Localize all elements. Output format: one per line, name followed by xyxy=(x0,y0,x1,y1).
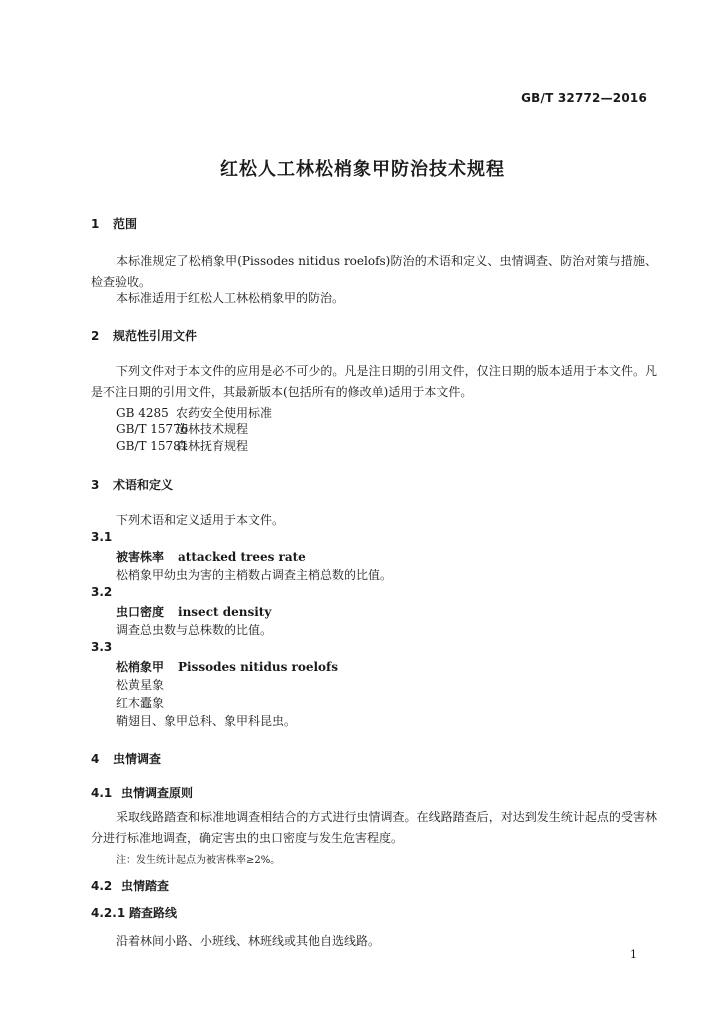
reference-name: 农药安全使用标准 xyxy=(176,406,273,420)
subsection-4-2-1-heading xyxy=(91,904,177,921)
section-1-paragraph-2: 本标准适用于红松人工林松梢象甲的防治。 xyxy=(116,291,345,305)
term-en: Pissodes nitidus roelofs xyxy=(178,660,338,674)
term-number: 3.3 xyxy=(91,640,113,654)
reference-name: 造林技术规程 xyxy=(176,422,249,436)
term-number: 3.2 xyxy=(91,585,113,599)
section-title: 虫情调查 xyxy=(113,752,162,766)
term-synonym: 松黄星象 xyxy=(116,678,165,692)
section-title: 规范性引用文件 xyxy=(113,329,198,343)
subsection-number: 4.2.1 xyxy=(91,906,126,920)
subsection-title: 虫情踏查 xyxy=(121,879,170,893)
reference-code: GB/T 15776 xyxy=(116,422,189,436)
document-title: 红松人工林松梢象甲防治技术规程 xyxy=(220,159,505,180)
normative-reference xyxy=(116,437,248,454)
section-4-heading xyxy=(91,750,161,767)
term-heading xyxy=(116,603,271,620)
term-zh: 被害株率 xyxy=(116,550,165,564)
term-definition: 鞘翅目、象甲总科、象甲科昆虫。 xyxy=(116,714,297,728)
section-number: 4 xyxy=(91,752,100,766)
note: 注：发生统计起点为被害株率≥2%。 xyxy=(116,855,281,866)
normative-reference xyxy=(116,404,272,421)
subsection-4-1-heading xyxy=(91,784,193,801)
standard-code: GB/T 32772—2016 xyxy=(521,91,647,105)
term-definition: 调查总虫数与总株数的比值。 xyxy=(116,623,273,637)
subsection-4-2-heading xyxy=(91,877,169,894)
page-number: 1 xyxy=(630,948,637,961)
subsection-number: 4.2 xyxy=(91,879,113,893)
section-title: 范围 xyxy=(113,217,138,231)
subsection-title: 踏查路线 xyxy=(129,906,178,920)
term-synonym: 红木蠹象 xyxy=(116,696,165,710)
term-number: 3.1 xyxy=(91,530,113,544)
subsection-title: 虫情调查原则 xyxy=(121,786,194,800)
normative-reference xyxy=(116,420,248,437)
section-number: 2 xyxy=(91,329,100,343)
term-heading xyxy=(116,658,338,675)
subsection-4-2-1-paragraph: 沿着林间小路、小班线、林班线或其他自选线路。 xyxy=(116,934,381,948)
section-2-paragraph-1: 下列文件对于本文件的应用是必不可少的。凡是注日期的引用文件，仅注日期的版本适用于本文件。凡是不注日期的引用文件，其最新版本(包括所有的修改单)适用于本文件。 xyxy=(91,364,657,399)
section-1-paragraph-1: 本标准规定了松梢象甲(Pissodes nitidus roelofs)防治的术语和定义、虫情调查、防治对策与措施、检查验收。 xyxy=(91,254,657,289)
term-en: attacked trees rate xyxy=(178,550,306,564)
reference-code: GB/T 15781 xyxy=(116,439,189,453)
term-en: insect density xyxy=(178,605,272,619)
subsection-number: 4.1 xyxy=(91,786,113,800)
section-2-heading xyxy=(91,327,197,344)
section-title: 术语和定义 xyxy=(113,478,174,492)
section-3-heading xyxy=(91,476,173,493)
reference-name: 森林抚育规程 xyxy=(176,439,249,453)
term-zh: 虫口密度 xyxy=(116,605,165,619)
section-3-intro: 下列术语和定义适用于本文件。 xyxy=(116,513,285,527)
term-definition: 松梢象甲幼虫为害的主梢数占调查主梢总数的比值。 xyxy=(116,568,393,582)
reference-code: GB 4285 xyxy=(116,406,169,420)
term-zh: 松梢象甲 xyxy=(116,660,165,674)
section-1-heading xyxy=(91,215,137,232)
section-number: 3 xyxy=(91,478,100,492)
term-heading xyxy=(116,548,306,565)
subsection-4-1-paragraph: 采取线路踏查和标准地调查相结合的方式进行虫情调查。在线路踏查后，对达到发生统计起点的受害林分进行标准地调查，确定害虫的虫口密度与发生危害程度。 xyxy=(91,810,657,845)
section-number: 1 xyxy=(91,217,100,231)
